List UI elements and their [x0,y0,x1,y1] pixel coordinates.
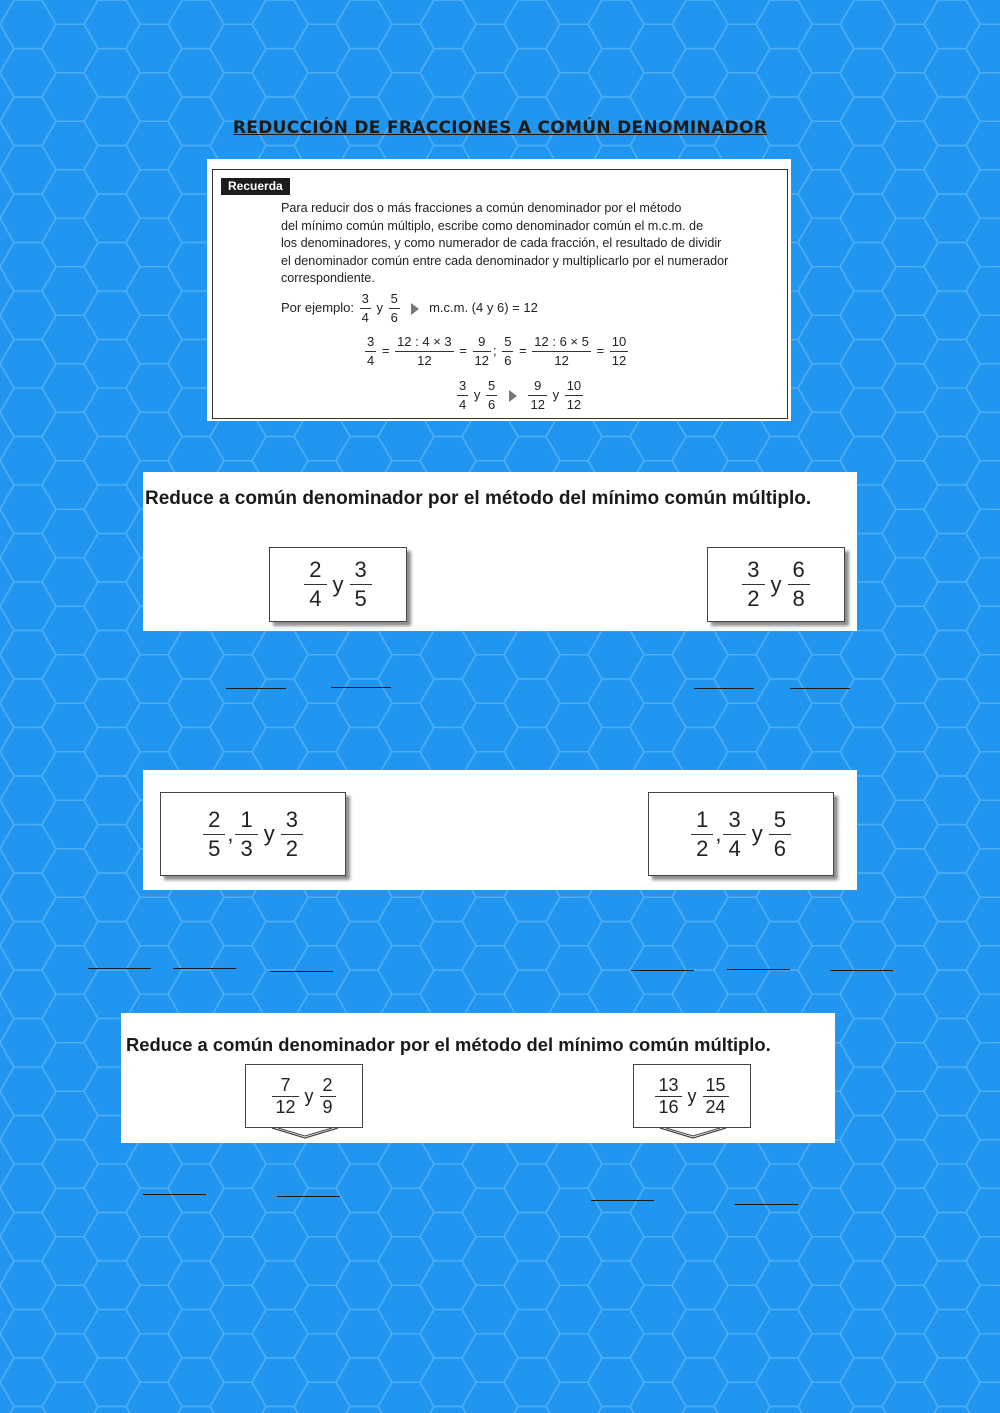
fraction: $\frac{13}{16}$ [655,1075,681,1118]
fraction: $\frac{1}{2}$ [691,806,713,863]
recuerda-text [281,200,781,288]
fraction: $\frac{15}{24}$ [703,1075,729,1118]
answer-blank[interactable] [270,971,333,972]
answer-blank[interactable] [694,688,754,689]
exercise3-instruction: Reduce a común denominador por el método del mínimo común múltiplo. [126,1034,771,1055]
fraction: $\frac{3}{5}$ [350,556,372,613]
answer-blank[interactable] [591,1200,654,1201]
equation-line: $\frac{3}{4}$ = $\frac{12 : 4 \times 3}{12}$ = $\frac{9}{12}$ ; $\frac{5}{6}$ = $\frac{12 : 6 \times 5}{12}$ = $\frac{10}{12}$ [367,334,627,368]
exercise2-left-fractions: $\frac{2}{5}$ , $\frac{1}{3}$ y $\frac{3}{2}$ [160,792,346,876]
example-label: Por ejemplo: [281,299,354,315]
answer-blank[interactable] [727,969,790,970]
arrow-right-icon [411,303,419,315]
exercise1-right-fractions: $\frac{3}{2}$ y $\frac{6}{8}$ [707,547,845,622]
fraction: $\frac{3}{4}$ [459,378,467,412]
answer-blank[interactable] [790,688,850,689]
fraction: $\frac{3}{2}$ [742,556,764,613]
example-mcm: m.c.m. (4 y 6) = 12 [429,299,538,315]
exercise3-left-fractions: $\frac{7}{12}$ y $\frac{2}{9}$ [245,1064,363,1128]
fraction: $\frac{3}{2}$ [281,806,303,863]
answer-blank[interactable] [88,968,151,969]
fraction: $\frac{1}{3}$ [235,806,257,863]
recuerda-line: los denominadores, y como numerador de cada fracción, el resultado de dividir [281,236,722,251]
fraction: $\frac{12 : 4 \times 3}{12}$ [397,334,452,368]
example-line: Por ejemplo: $\frac{3}{4}$ y $\frac{5}{6}$ m.c.m. (4 y 6) = 12 [281,291,538,325]
recuerda-line: Para reducir dos o más fracciones a común denominador por el método [281,201,682,215]
fraction: $\frac{5}{6}$ [487,378,496,412]
fraction: $\frac{5}{6}$ [390,291,398,325]
fraction: $\frac{3}{4}$ [367,334,375,368]
answer-blank[interactable] [226,688,286,689]
result-line: $\frac{3}{4}$ y $\frac{5}{6}$ $\frac{9}{12}$ y $\frac{10}{12}$ [459,378,582,412]
arrow-right-icon [509,390,517,402]
fraction: $\frac{6}{8}$ [788,556,810,613]
fraction: $\frac{7}{12}$ [272,1075,298,1118]
fraction: $\frac{2}{9}$ [320,1075,336,1118]
recuerda-box [207,159,791,421]
fraction: $\frac{3}{4}$ [361,291,369,325]
answer-blank[interactable] [173,968,236,969]
answer-blank[interactable] [331,687,391,688]
recuerda-line: correspondiente. [281,271,375,286]
answer-blank[interactable] [631,970,694,971]
fraction: $\frac{2}{5}$ [203,806,225,863]
answer-blank[interactable] [143,1194,206,1195]
fraction: $\frac{5}{6}$ [769,806,791,863]
answer-blank[interactable] [277,1196,340,1197]
page-title: REDUCCIÓN DE FRACCIONES A COMÚN DENOMINADOR [232,118,768,138]
exercise1-left-fractions: $\frac{2}{4}$ y $\frac{3}{5}$ [269,547,407,622]
fraction: $\frac{3}{4}$ [723,806,745,863]
recuerda-tag: Recuerda [221,178,290,195]
exercise1-instruction: Reduce a común denominador por el método del mínimo común múltiplo. [145,488,812,509]
chevron-down-icon [658,1126,728,1140]
answer-blank[interactable] [735,1204,798,1205]
fraction: $\frac{5}{6}$ [504,334,512,368]
exercise3-right-fractions: $\frac{13}{16}$ y $\frac{15}{24}$ [633,1064,751,1128]
fraction: $\frac{12 : 6 \times 5}{12}$ [534,334,589,368]
exercise2-right-fractions: $\frac{1}{2}$ , $\frac{3}{4}$ y $\frac{5}{6}$ [648,792,834,876]
recuerda-line: el denominador común entre cada denominador y multiplicarlo por el numerador [281,253,729,268]
fraction: $\frac{9}{12}$ [530,378,545,412]
fraction: $\frac{9}{12}$ [474,334,489,368]
chevron-down-icon [270,1126,340,1140]
fraction: $\frac{10}{12}$ [611,334,627,368]
answer-blank[interactable] [830,970,893,971]
recuerda-line: del mínimo común múltiplo, escribe como denominador común el m.c.m. de [281,218,704,233]
fraction: $\frac{2}{4}$ [304,556,326,613]
fraction: $\frac{10}{12}$ [566,378,582,412]
